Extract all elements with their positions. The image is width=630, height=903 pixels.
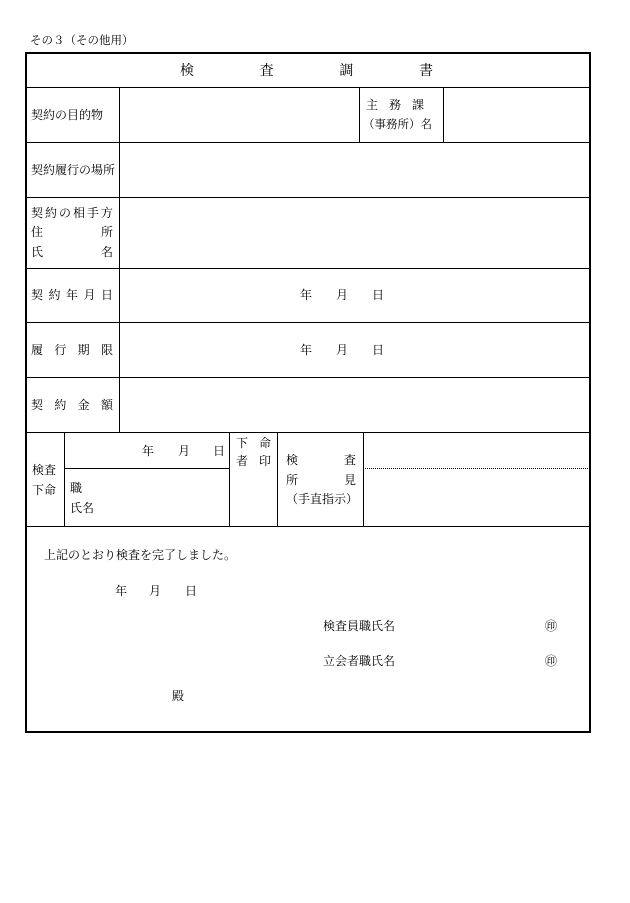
label-orderer-seal: 者 印 bbox=[236, 454, 271, 468]
completion-date-month: 月 bbox=[149, 584, 162, 598]
divider bbox=[26, 197, 590, 198]
divider bbox=[26, 526, 590, 527]
label-counterparty: 契 約 の 相 手 方 bbox=[31, 206, 113, 220]
deadline-year: 年 bbox=[300, 343, 313, 357]
completion-date-day: 日 bbox=[185, 584, 198, 598]
label-contract-object: 契約の目的物 bbox=[31, 108, 104, 122]
divider bbox=[359, 88, 360, 142]
contract-date-month: 月 bbox=[336, 288, 349, 302]
divider bbox=[26, 322, 590, 323]
label-orderer: 下 命 bbox=[236, 436, 271, 450]
label-witness-signature: 立会者職氏名 bbox=[323, 654, 396, 668]
witness-seal-mark: ㊞ bbox=[545, 654, 558, 668]
label-order: 下命 bbox=[32, 483, 57, 497]
label-inspector-signature: 検査員職氏名 bbox=[323, 619, 396, 633]
label-contract-amount: 契 約 金 額 bbox=[31, 398, 113, 412]
label-address: 住 所 bbox=[31, 225, 113, 239]
divider bbox=[277, 433, 278, 526]
form-number-label: その３（その他用） bbox=[30, 33, 134, 47]
label-performance-deadline: 履 行 期 限 bbox=[31, 343, 113, 357]
label-inspector-name: 氏名 bbox=[70, 501, 95, 515]
completion-statement: 上記のとおり検査を完了しました。 bbox=[44, 548, 237, 562]
divider bbox=[26, 142, 590, 143]
divider bbox=[229, 433, 230, 526]
divider bbox=[64, 468, 229, 469]
contract-date-day: 日 bbox=[372, 288, 385, 302]
label-post: 職 bbox=[70, 481, 83, 495]
label-responsible-section: 主 務 課 bbox=[366, 98, 424, 112]
label-correction-instructions: （手直指示） bbox=[286, 492, 359, 506]
addressee-honorific: 殿 bbox=[172, 689, 185, 703]
divider bbox=[26, 432, 590, 433]
dotted-divider bbox=[363, 468, 590, 469]
order-date-year: 年 bbox=[142, 444, 155, 458]
divider bbox=[26, 377, 590, 378]
label-contract-date: 契 約 年 月 日 bbox=[31, 288, 113, 302]
divider bbox=[26, 87, 590, 88]
label-name: 氏 名 bbox=[31, 245, 113, 259]
label-inspection-findings: 検 査 bbox=[286, 453, 356, 467]
label-findings: 所 見 bbox=[286, 473, 356, 487]
deadline-month: 月 bbox=[336, 343, 349, 357]
divider bbox=[119, 88, 120, 432]
divider bbox=[26, 268, 590, 269]
label-performance-place: 契約履行の場所 bbox=[31, 163, 116, 177]
document-title: 検 査 調 書 bbox=[180, 63, 433, 79]
completion-date-year: 年 bbox=[115, 584, 128, 598]
order-date-day: 日 bbox=[213, 444, 226, 458]
divider bbox=[64, 433, 65, 526]
order-date-month: 月 bbox=[178, 444, 191, 458]
label-inspection: 検査 bbox=[32, 463, 57, 477]
contract-date-year: 年 bbox=[300, 288, 313, 302]
divider bbox=[363, 433, 364, 526]
divider bbox=[443, 88, 444, 142]
label-office-name: （事務所）名 bbox=[363, 117, 432, 131]
deadline-day: 日 bbox=[372, 343, 385, 357]
form-frame bbox=[25, 52, 591, 733]
inspector-seal-mark: ㊞ bbox=[545, 619, 558, 633]
